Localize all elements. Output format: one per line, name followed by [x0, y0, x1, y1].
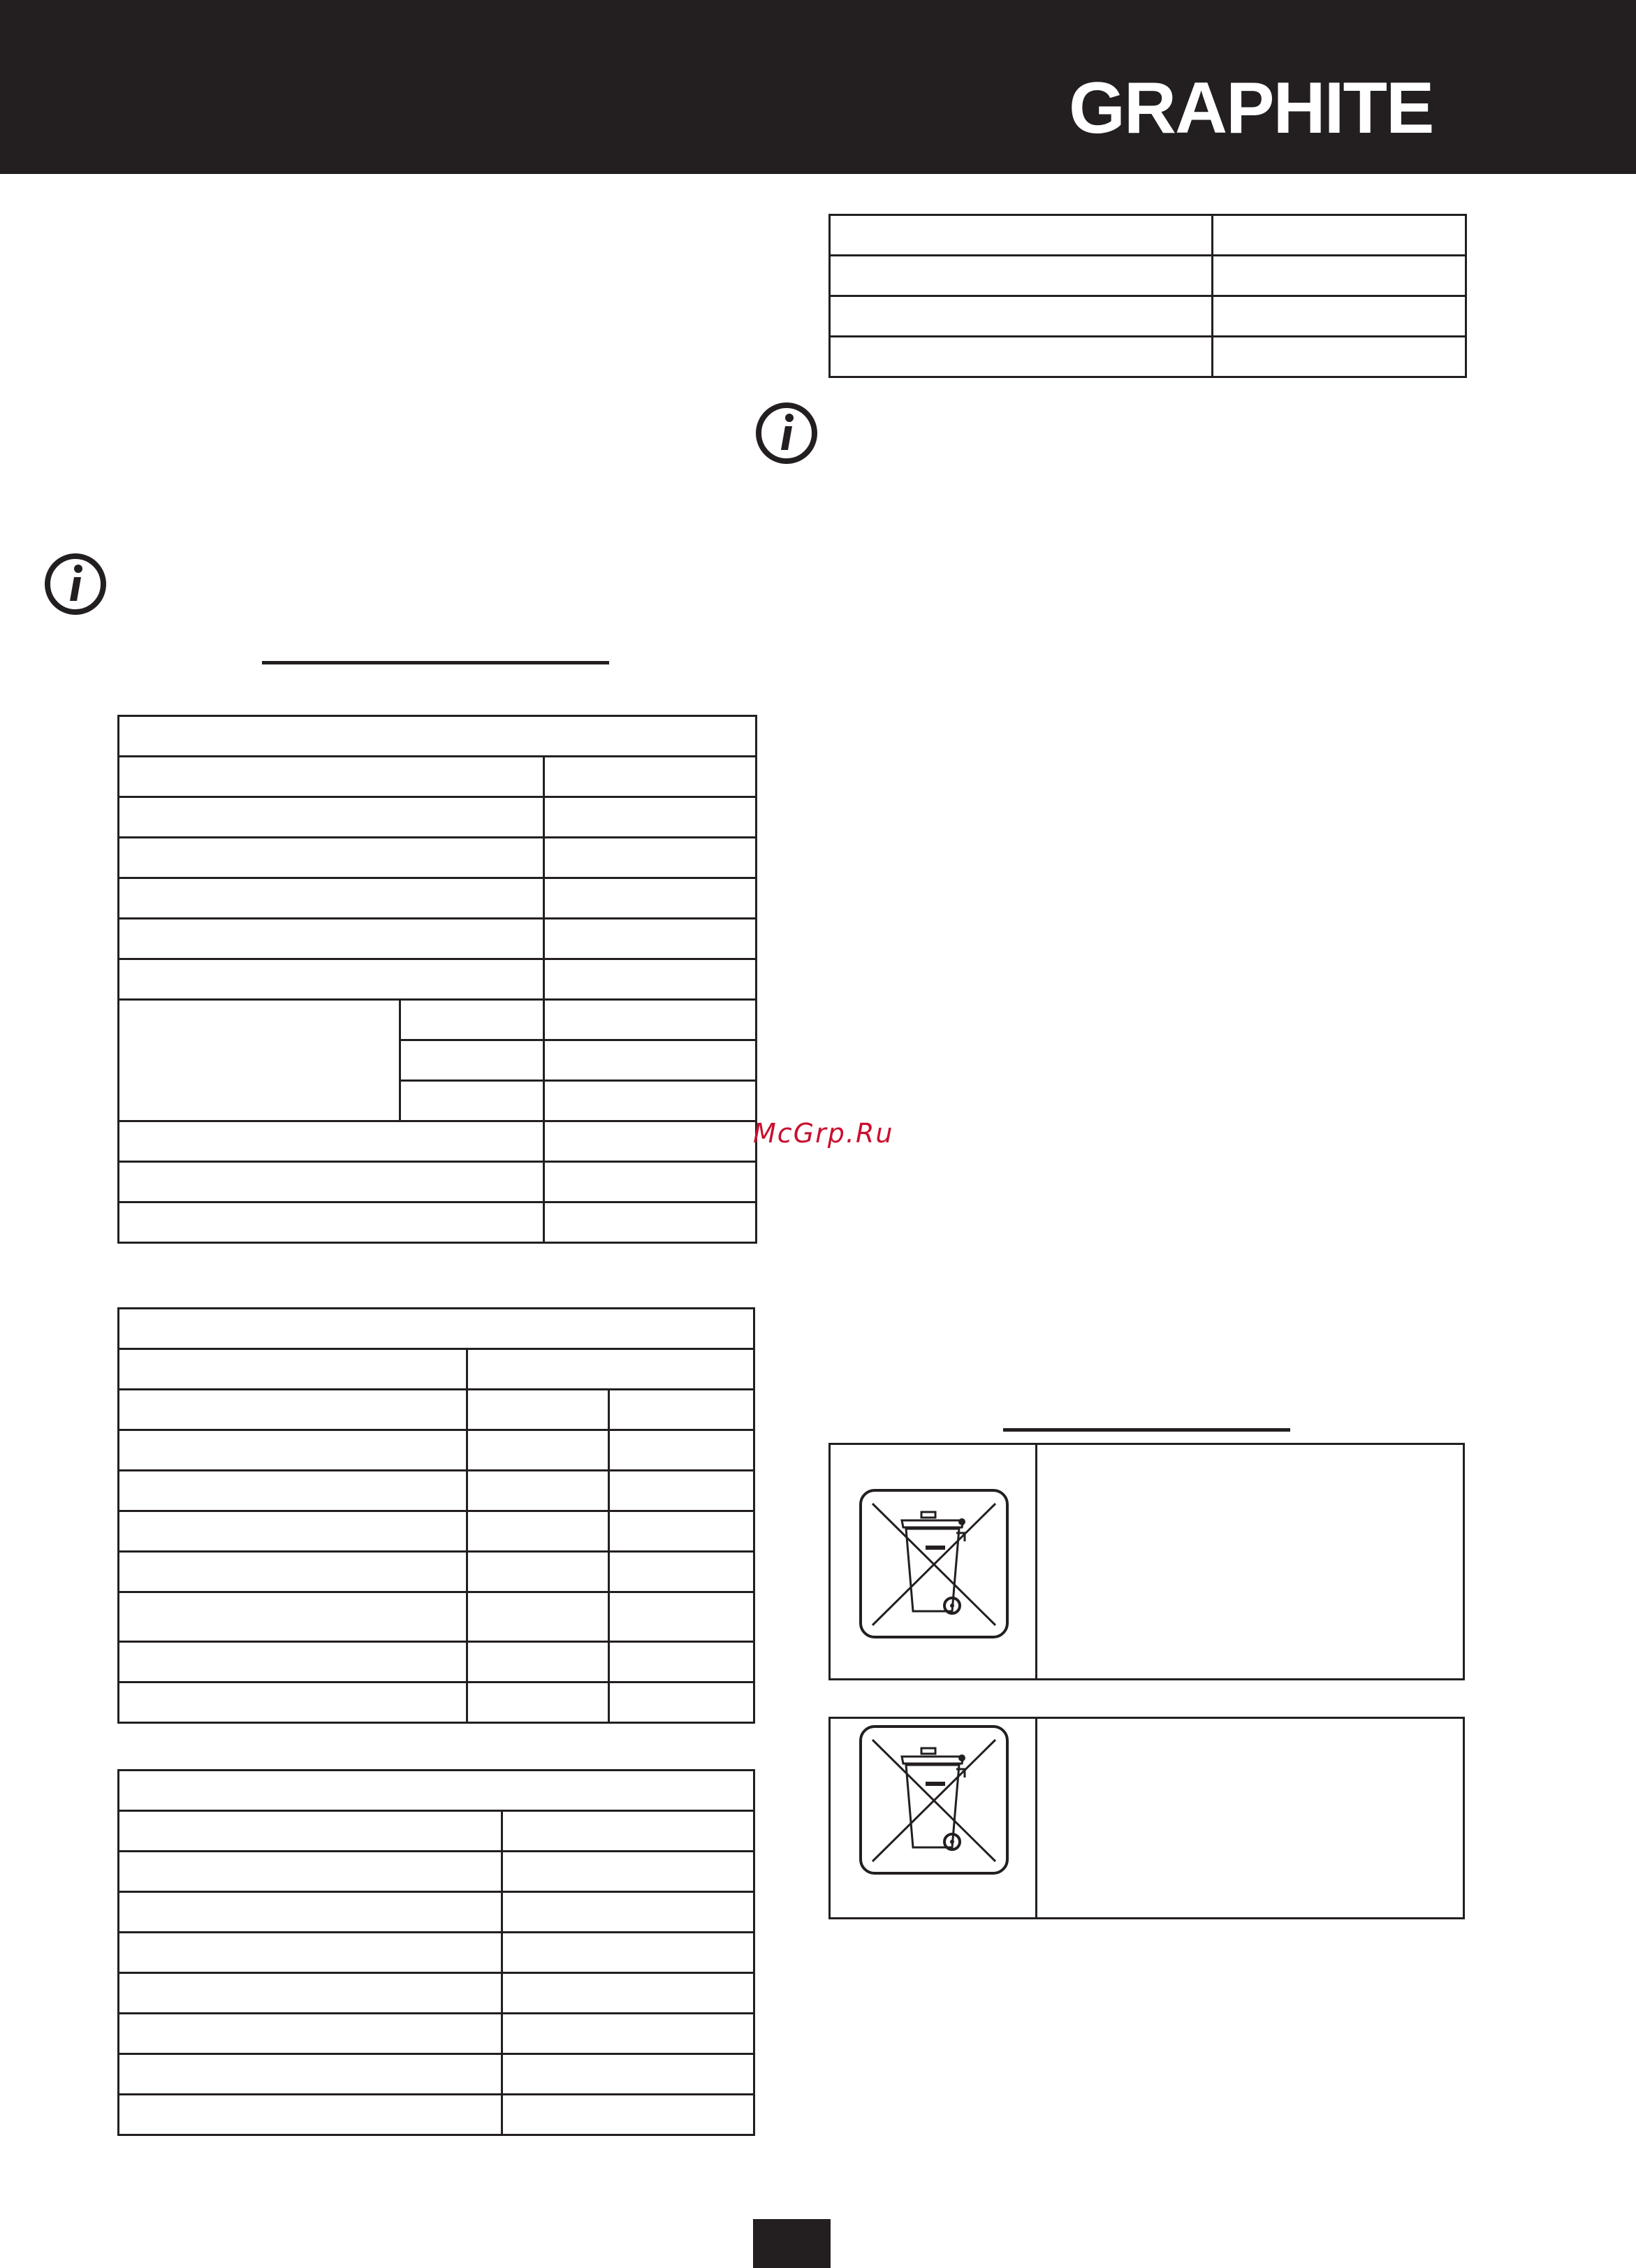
spec-table-2: [117, 1307, 755, 1724]
table-cell: [609, 1642, 754, 1682]
table-row: [119, 1973, 754, 2014]
watermark: McGrp.Ru: [753, 1118, 894, 1149]
brand-name: GRAPHITE: [1069, 73, 1433, 143]
table-cell: [1213, 296, 1466, 337]
table-row: [119, 878, 757, 919]
table-cell: [830, 256, 1213, 296]
table-cell: [400, 1000, 544, 1040]
table-cell: [544, 1000, 757, 1040]
table-cell: [119, 2095, 502, 2135]
table-row: [119, 1121, 757, 1162]
table-row: [119, 2014, 754, 2054]
table-cell: [544, 1040, 757, 1081]
table-cell: [119, 1852, 502, 1892]
table-cell: [1213, 256, 1466, 296]
table-header-cell: [119, 1309, 754, 1349]
table-row: [119, 1000, 757, 1040]
table-row: [119, 716, 757, 757]
table-cell: [1213, 215, 1466, 256]
crossed-out-wheelie-bin-icon: [859, 1724, 1009, 1875]
table-cell: [544, 959, 757, 1000]
table-row: [830, 256, 1466, 296]
table-cell: [544, 1202, 757, 1243]
table-cell: [502, 2014, 754, 2054]
table-cell: [400, 1040, 544, 1081]
table-cell: [119, 1162, 544, 1202]
table-cell: [609, 1592, 754, 1642]
table-cell: [119, 1811, 502, 1852]
table-cell: [1213, 337, 1466, 377]
table-cell: [544, 1121, 757, 1162]
table-cell: [544, 1081, 757, 1121]
table-cell: [119, 1202, 544, 1243]
table-row: [119, 1892, 754, 1933]
table-cell: [544, 838, 757, 878]
table-cell: [119, 1933, 502, 1973]
table-cell: [467, 1642, 609, 1682]
info-icon: [43, 552, 108, 616]
table-row: [119, 1390, 754, 1430]
table-cell: [609, 1682, 754, 1723]
table-cell: [544, 1162, 757, 1202]
table-cell: [119, 1121, 544, 1162]
table-cell: [119, 1552, 467, 1592]
table-row: [119, 1682, 754, 1723]
table-row: [119, 797, 757, 838]
table-cell: [467, 1430, 609, 1471]
table-cell: [502, 1933, 754, 1973]
weee-notice-box: [828, 1443, 1465, 1680]
table-top-right: [828, 214, 1467, 378]
column-divider: [1035, 1445, 1037, 1678]
table-cell: [544, 919, 757, 959]
table-cell: [119, 878, 544, 919]
table-row: [119, 1430, 754, 1471]
table-cell: [119, 1471, 467, 1511]
table-row: [119, 757, 757, 797]
table-cell: [119, 1430, 467, 1471]
table-row: [830, 337, 1466, 377]
table-row: [119, 1811, 754, 1852]
table-cell: [119, 1973, 502, 2014]
column-divider: [1035, 1719, 1037, 1917]
table-row: [119, 1349, 754, 1390]
table-cell: [502, 1852, 754, 1892]
section-heading-underline: [1003, 1428, 1290, 1432]
table-header-cell: [119, 1771, 754, 1811]
table-cell: [467, 1349, 754, 1390]
table-cell: [502, 1973, 754, 2014]
weee-notice-box: [828, 1717, 1465, 1919]
table-row: [119, 1511, 754, 1552]
table-cell: [467, 1390, 609, 1430]
table-row: [830, 215, 1466, 256]
table-cell: [119, 1892, 502, 1933]
page-header: [0, 0, 1636, 174]
table-cell: [467, 1511, 609, 1552]
table-cell: [609, 1471, 754, 1511]
table-cell: [119, 959, 544, 1000]
table-cell: [544, 757, 757, 797]
table-cell: [467, 1682, 609, 1723]
table-cell: [502, 1892, 754, 1933]
table-cell: [119, 1349, 467, 1390]
table-cell: [119, 1682, 467, 1723]
table-cell: [502, 2054, 754, 2095]
table-row: [119, 1162, 757, 1202]
section-heading-underline: [262, 661, 609, 664]
table-cell: [467, 1471, 609, 1511]
table-cell: [609, 1552, 754, 1592]
table-row: [119, 1592, 754, 1642]
spec-table-3: [117, 1769, 755, 2136]
table-row: [119, 838, 757, 878]
table-row: [119, 1309, 754, 1349]
table-cell: [609, 1511, 754, 1552]
table-cell: [502, 1811, 754, 1852]
table-cell: [467, 1552, 609, 1592]
table-cell: [119, 1390, 467, 1430]
table-cell: [119, 2014, 502, 2054]
table-row: [119, 1471, 754, 1511]
table-cell: [830, 215, 1213, 256]
table-row: [119, 919, 757, 959]
table-row: [119, 1202, 757, 1243]
table-cell: [119, 1592, 467, 1642]
spec-table-1: [117, 715, 757, 1244]
table-cell-merged: [119, 1000, 400, 1121]
table-cell: [400, 1081, 544, 1121]
page-number-tab: [753, 2219, 831, 2268]
table-cell: [119, 757, 544, 797]
table-cell: [119, 1642, 467, 1682]
table-cell: [502, 2095, 754, 2135]
table-cell: [609, 1430, 754, 1471]
table-row: [119, 2095, 754, 2135]
table-row: [119, 959, 757, 1000]
table-cell: [119, 797, 544, 838]
table-cell: [544, 797, 757, 838]
table-cell: [467, 1592, 609, 1642]
table-row: [119, 1852, 754, 1892]
table-row: [830, 296, 1466, 337]
brand-logo: [1069, 73, 1460, 143]
info-icon: [754, 401, 819, 465]
table-cell: [830, 296, 1213, 337]
table-row: [119, 2054, 754, 2095]
table-cell: [609, 1390, 754, 1430]
table-cell: [119, 1511, 467, 1552]
table-row: [119, 1771, 754, 1811]
table-cell: [119, 919, 544, 959]
table-cell: [830, 337, 1213, 377]
table-cell: [119, 838, 544, 878]
crossed-out-wheelie-bin-icon: [859, 1488, 1009, 1639]
table-header-cell: [119, 716, 757, 757]
table-cell: [119, 2054, 502, 2095]
table-row: [119, 1642, 754, 1682]
table-cell: [544, 878, 757, 919]
table-row: [119, 1552, 754, 1592]
table-row: [119, 1933, 754, 1973]
